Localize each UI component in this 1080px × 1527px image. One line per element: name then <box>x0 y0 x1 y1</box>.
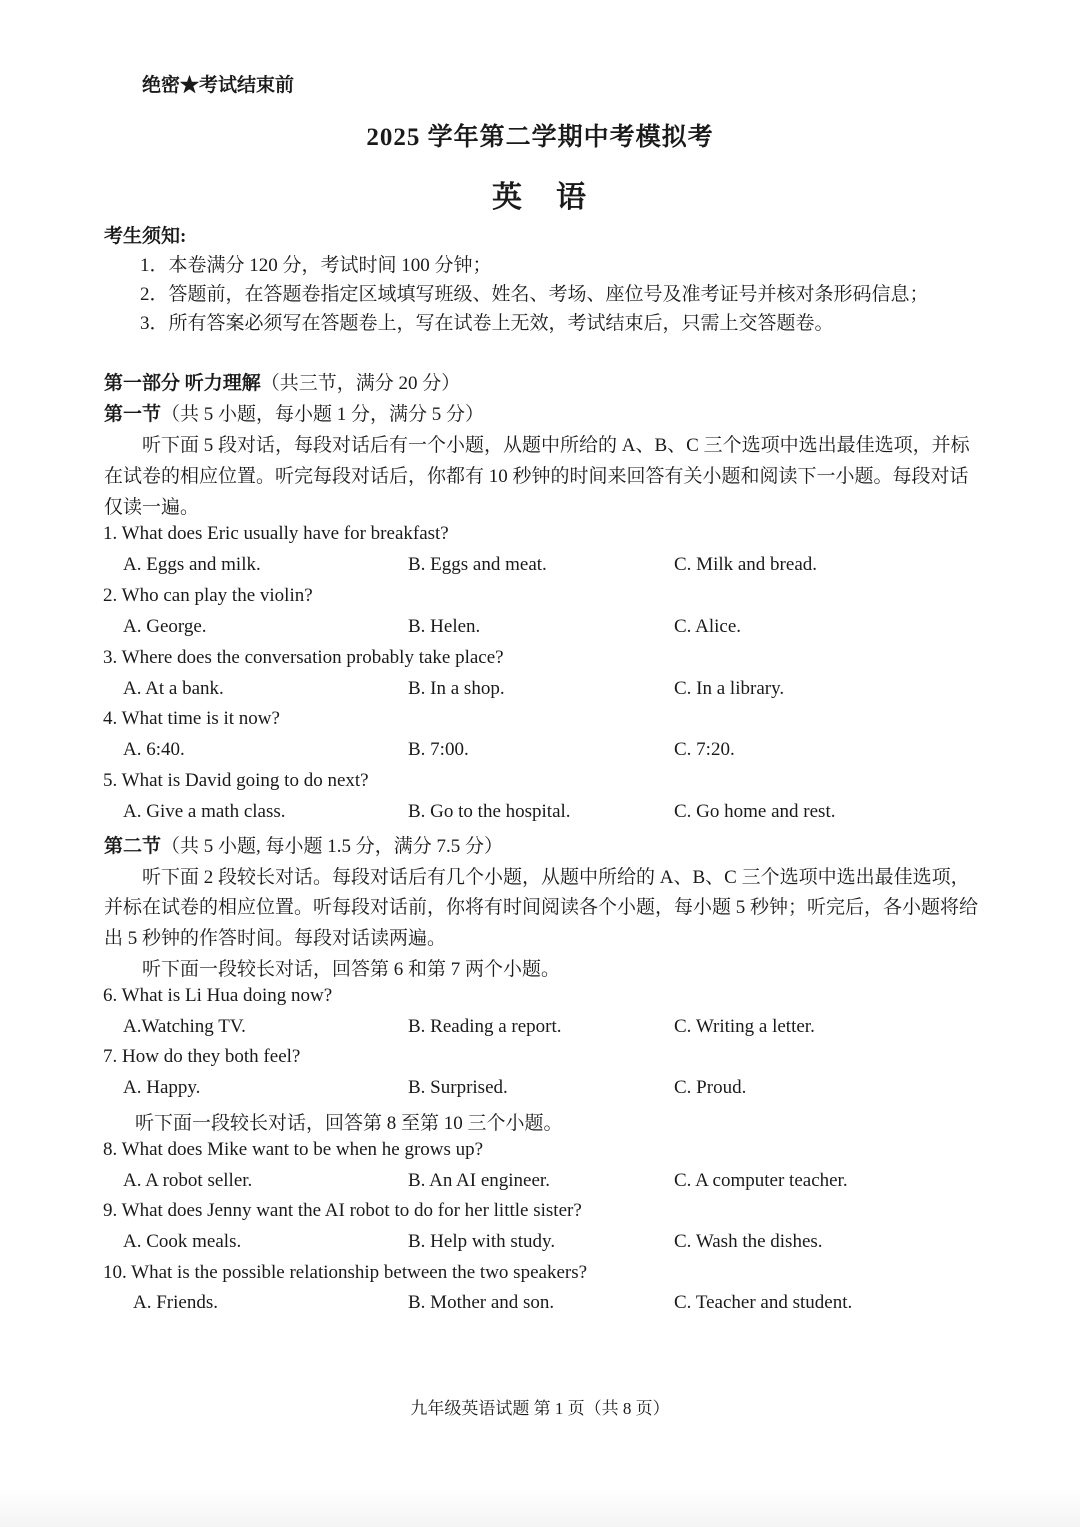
question-text: 3. Where does the conversation probably take place? <box>103 647 504 668</box>
option-b: B. Mother and son. <box>408 1292 555 1313</box>
page-footer: 九年级英语试题 第 1 页（共 8 页） <box>410 1399 670 1418</box>
option-b: B. Helen. <box>408 616 481 637</box>
question-text: 7. How do they both feel? <box>103 1046 301 1067</box>
option-b: B. Help with study. <box>408 1231 556 1252</box>
option-a: A. Give a math class. <box>123 801 286 822</box>
question-text: 4. What time is it now? <box>103 708 280 729</box>
question-text: 9. What does Jenny want the AI robot to do for her little sister? <box>103 1200 582 1221</box>
section1-heading-bold: 第一节 <box>104 404 162 425</box>
section1-instructions-line: 在试卷的相应位置。听完每段对话后，你都有 10 秒钟的时间来回答有关小题和阅读下一小题。每段对话 <box>104 466 969 487</box>
section2-heading <box>104 831 503 858</box>
option-b: B. 7:00. <box>408 739 469 760</box>
section1-instructions-line: 听下面 5 段对话，每段对话后有一个小题，从题中所给的 A、B、C 三个选项中选出最佳选项，并标 <box>142 435 970 456</box>
dialogue-note: 听下面一段较长对话，回答第 6 和第 7 两个小题。 <box>142 959 561 980</box>
option-a: A. George. <box>123 616 207 637</box>
option-a: A. Cook meals. <box>123 1231 242 1252</box>
option-b: B. Eggs and meat. <box>408 554 547 575</box>
option-c: C. Go home and rest. <box>674 801 836 822</box>
part1-heading-rest: （共三节，满分 20 分） <box>260 373 461 394</box>
exam-title: 2025 学年第二学期中考模拟考 <box>366 124 714 151</box>
section2-instructions-line: 听下面 2 段较长对话。每段对话后有几个小题，从题中所给的 A、B、C 三个选项中选出最佳选项， <box>142 867 970 888</box>
section2-heading-bold: 第二节 <box>104 836 162 857</box>
section1-heading-rest: （共 5 小题，每小题 1 分，满分 5 分） <box>161 404 485 425</box>
section2-instructions-line: 出 5 秒钟的作答时间。每段对话读两遍。 <box>104 928 447 949</box>
option-b: B. Surprised. <box>408 1077 508 1098</box>
question-text: 8. What does Mike want to be when he grows up? <box>103 1139 484 1160</box>
notice-item: 2．答题前，在答题卷指定区域填写班级、姓名、考场、座位号及准考证号并核对条形码信息； <box>140 284 929 305</box>
option-b: B. Reading a report. <box>408 1016 562 1037</box>
question-text: 1. What does Eric usually have for breakfast? <box>103 523 449 544</box>
option-c: C. Wash the dishes. <box>674 1231 823 1252</box>
question-text: 6. What is Li Hua doing now? <box>103 985 333 1006</box>
option-b: B. In a shop. <box>408 678 505 699</box>
notice-heading: 考生须知: <box>104 226 187 247</box>
option-c: C. Teacher and student. <box>674 1292 853 1313</box>
option-a: A. Friends. <box>133 1292 218 1313</box>
option-b: B. Go to the hospital. <box>408 801 571 822</box>
option-a: A. Happy. <box>123 1077 201 1098</box>
question-text: 10. What is the possible relationship between the two speakers? <box>103 1262 588 1283</box>
option-c: C. In a library. <box>674 678 785 699</box>
question-text: 2. Who can play the violin? <box>103 585 313 606</box>
option-a: A.Watching TV. <box>123 1016 246 1037</box>
option-a: A. 6:40. <box>123 739 185 760</box>
option-a: A. At a bank. <box>123 678 224 699</box>
option-c: C. Proud. <box>674 1077 747 1098</box>
notice-item: 3．所有答案必须写在答题卷上，写在试卷上无效，考试结束后，只需上交答题卷。 <box>140 313 834 334</box>
notice-item: 1．本卷满分 120 分，考试时间 100 分钟； <box>140 255 492 276</box>
option-c: C. 7:20. <box>674 739 735 760</box>
option-a: A. Eggs and milk. <box>123 554 261 575</box>
confidential-label: 绝密★考试结束前 <box>142 75 295 96</box>
option-c: C. Alice. <box>674 616 742 637</box>
page-bottom-edge <box>0 1488 1080 1527</box>
part1-heading-bold: 第一部分 听力理解 <box>104 373 261 394</box>
exam-subject: 英 语 <box>492 181 588 214</box>
option-b: B. An AI engineer. <box>408 1170 550 1191</box>
section1-instructions-line: 仅读一遍。 <box>104 497 200 518</box>
dialogue-note: 听下面一段较长对话，回答第 8 至第 10 三个小题。 <box>135 1113 563 1134</box>
section1-heading <box>104 399 484 426</box>
option-c: C. Milk and bread. <box>674 554 818 575</box>
option-c: C. A computer teacher. <box>674 1170 848 1191</box>
part1-heading <box>104 368 460 395</box>
section2-instructions-line: 并标在试卷的相应位置。听每段对话前，你将有时间阅读各个小题，每小题 5 秒钟；听完后，各小题将给 <box>104 897 979 918</box>
section2-heading-rest: （共 5 小题, 每小题 1.5 分，满分 7.5 分） <box>161 836 504 857</box>
option-c: C. Writing a letter. <box>674 1016 815 1037</box>
question-text: 5. What is David going to do next? <box>103 770 369 791</box>
option-a: A. A robot seller. <box>123 1170 253 1191</box>
